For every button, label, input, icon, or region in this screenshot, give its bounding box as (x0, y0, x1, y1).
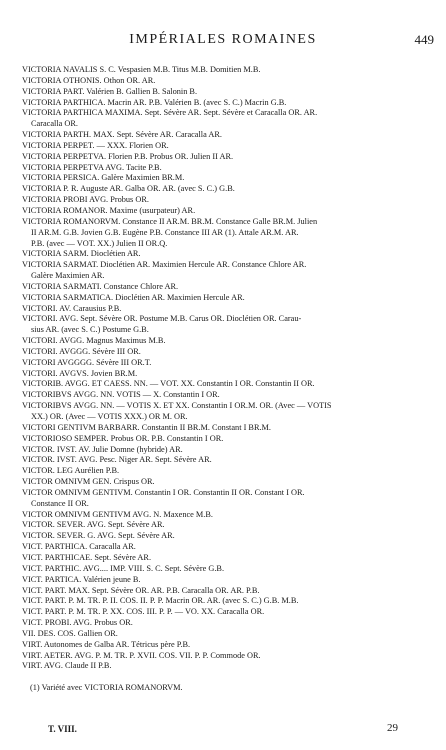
entry-line: VICTORIOSO SEMPER. Probus OR. P.B. Constantin I OR. (22, 433, 224, 443)
entry-continuation-line: Caracalla OR. (31, 119, 78, 129)
entry-line: VICTORIA PERPETVA. Florien P.B. Probus OR. Julien II AR. (22, 151, 234, 161)
entry-line: VICTORIA ROMANOR. Maxime (usurpateur) AR. (22, 205, 196, 215)
entry-line: VICTORIA SARMATI. Constance Chlore AR. (22, 281, 179, 291)
entry-line: VII. DES. COS. Gallien OR. (22, 628, 118, 638)
entry-line: VICTOR OMNIVM GENTIVM. Constantin I OR. Constantin II OR. Constant I OR. (22, 487, 305, 497)
page-header (0, 32, 446, 52)
entry-line: VICTORIB. AVGG. ET CAESS. NN. — VOT. XX. Constantin I OR. Constantin II OR. (22, 379, 315, 389)
entry-line: VICT. PROBI. AVG. Probus OR. (22, 618, 133, 628)
entry-continuation-line: P.B. (avec — VOT. XX.) Julien II OR.Q. (31, 238, 168, 248)
entry-line: VICTORI. AVG. Sept. Sévère OR. Postume M.B. Carus OR. Dioclétien OR. Carau- (22, 314, 302, 324)
entry-line: VICTORI AVGGGG. Sévère III OR.T. (22, 357, 152, 367)
entry-list (22, 65, 436, 672)
entry-continuation-line: XX.) OR. (Avec — VOTIS XXX.) OR M. OR. (31, 412, 188, 421)
entry-line: VIRT. AETER. AVG. P. M. TR. P. XVII. COS. VII. P. P. Commode OR. (22, 650, 261, 660)
entry-line: VICTORI. AVGGG. Sévère III OR. (22, 346, 141, 356)
entry-line: VICTORIA P. R. Auguste AR. Galba OR. AR. (avec S. C.) G.B. (22, 184, 235, 194)
entry-line: VICTOR. IVST. AV. Julie Domne (hybride) AR. (22, 444, 183, 454)
footnote: (1) Variété avec VICTORIA ROMANORVM. (30, 683, 183, 692)
entry-continuation-line: II AR.M. G.B. Jovien G.B. Eugène P.B. Constance III AR (1). Attale AR.M. AR. (31, 227, 299, 237)
entry-continuation-line: Constance II OR. (31, 498, 89, 508)
entry-line: VICTOR OMNIVM GENTIVM AVG. N. Maxence M.B. (22, 509, 213, 519)
entry-line: VICTORIA PERPETVA AVG. Tacite P.B. (22, 162, 162, 172)
entry-line: VICTOR. SEVER. G. AVG. Sept. Sévère AR. (22, 531, 175, 541)
entry-line: VICTORIA SARMAT. Dioclétien AR. Maximien Hercule AR. Constance Chlore AR. (22, 260, 307, 270)
entry-line: VICTORIA PERPET. — XXX. Florien OR. (22, 140, 169, 150)
entry-line: VICTORIA OTHONIS. Othon OR. AR. (22, 75, 156, 85)
entry-line: VICTOR. LEG Aurélien P.B. (22, 466, 120, 476)
entry-line: VICTORIA SARM. Dioclétien AR. (22, 249, 141, 259)
entry-line: VICTORIA PART. Valérien B. Gallien B. Salonin B. (22, 86, 198, 96)
entry-line: VICTORIA ROMANORVM. Constance II AR.M. BR.M. Constance Galle BR.M. Julien (22, 216, 318, 226)
entry-line: VICTORIA PROBI AVG. Probus OR. (22, 195, 149, 205)
entry-line: VIRT. AVG. Claude II P.B. (22, 661, 112, 671)
entry-line: VICTORIBVS AVGG. NN. VOTIS — X. Constantin I OR. (22, 390, 220, 400)
entry-line: VICT. PARTICA. Valérien jeune B. (22, 574, 141, 584)
entry-line: VICT. PARTHICAE. Sept. Sévère AR. (22, 552, 152, 562)
entry-line: VICTORI. AV. Carausius P.B. (22, 303, 122, 313)
entry-line: VICTOR. IVST. AVG. Pesc. Niger AR. Sept. Sévère AR. (22, 455, 212, 465)
entry-line: VICTORI. AVGVS. Jovien BR.M. (22, 368, 138, 378)
entry-line: VICTORIBVS AVGG. NN. — VOTIS X. ET XX. Constantin I OR.M. OR. (Avec — VOTIS (22, 401, 332, 411)
entry-line: VICTORIA PARTHICA MAXIMA. Sept. Sévère AR. Sept. Sévère et Caracalla OR. AR. (22, 108, 318, 118)
entry-line: VICTORIA PARTH. MAX. Sept. Sévère AR. Caracalla AR. (22, 130, 222, 140)
entry-line: VIRT. Autonomes de Galba AR. Tétricus père P.B. (22, 639, 191, 649)
page-number: 449 (414, 32, 434, 47)
entry-line: VICTORIA NAVALIS S. C. Vespasien M.B. Titus M.B. Domitien M.B. (22, 65, 261, 74)
entry-line: VICTORI GENTIVM BARBARR. Constantin II BR.M. Constant I BR.M. (22, 422, 271, 432)
entry-line: VICT. PART. MAX. Sept. Sévère OR. AR. P.B. Caracalla OR. AR. P.B. (22, 585, 260, 595)
entry-continuation-line: sius AR. (avec S. C.) Postume G.B. (31, 325, 149, 335)
entry-line: VICT. PART. P. M. TR. P. XX. COS. III. P. P. — VO. XX. Caracalla OR. (22, 607, 265, 617)
signature-mark: T. VIII. (48, 724, 77, 734)
entry-line: VICTORIA SARMATICA. Dioclétien AR. Maximien Hercule AR. (22, 292, 245, 302)
entry-line: VICTORIA PERSICA. Galère Maximien BR.M. (22, 173, 185, 183)
entry-line: VICTORI. AVGG. Magnus Maximus M.B. (22, 336, 166, 346)
sheet-number: 29 (387, 722, 398, 734)
entry-continuation-line: Galère Maximien AR. (31, 271, 105, 281)
entry-line: VICT. PARTHICA. Caracalla AR. (22, 542, 136, 552)
entry-line: VICTORIA PARTHICA. Macrin AR. P.B. Valérien B. (avec S. C.) Macrin G.B. (22, 97, 287, 107)
entry-line: VICT. PARTHIC. AVG.... IMP. VIII. S. C. Sept. Sévère G.B. (22, 563, 225, 573)
entry-line: VICTOR. SEVER. AVG. Sept. Sévère AR. (22, 520, 165, 530)
running-title: IMPÉRIALES ROMAINES (129, 32, 317, 47)
entry-line: VICT. PART. P. M. TR. P. II. COS. II. P. P. Macrin OR. AR. (avec S. C.) G.B. M.B. (22, 596, 299, 606)
entry-line: VICTOR OMNIVM GEN. Crispus OR. (22, 477, 155, 487)
